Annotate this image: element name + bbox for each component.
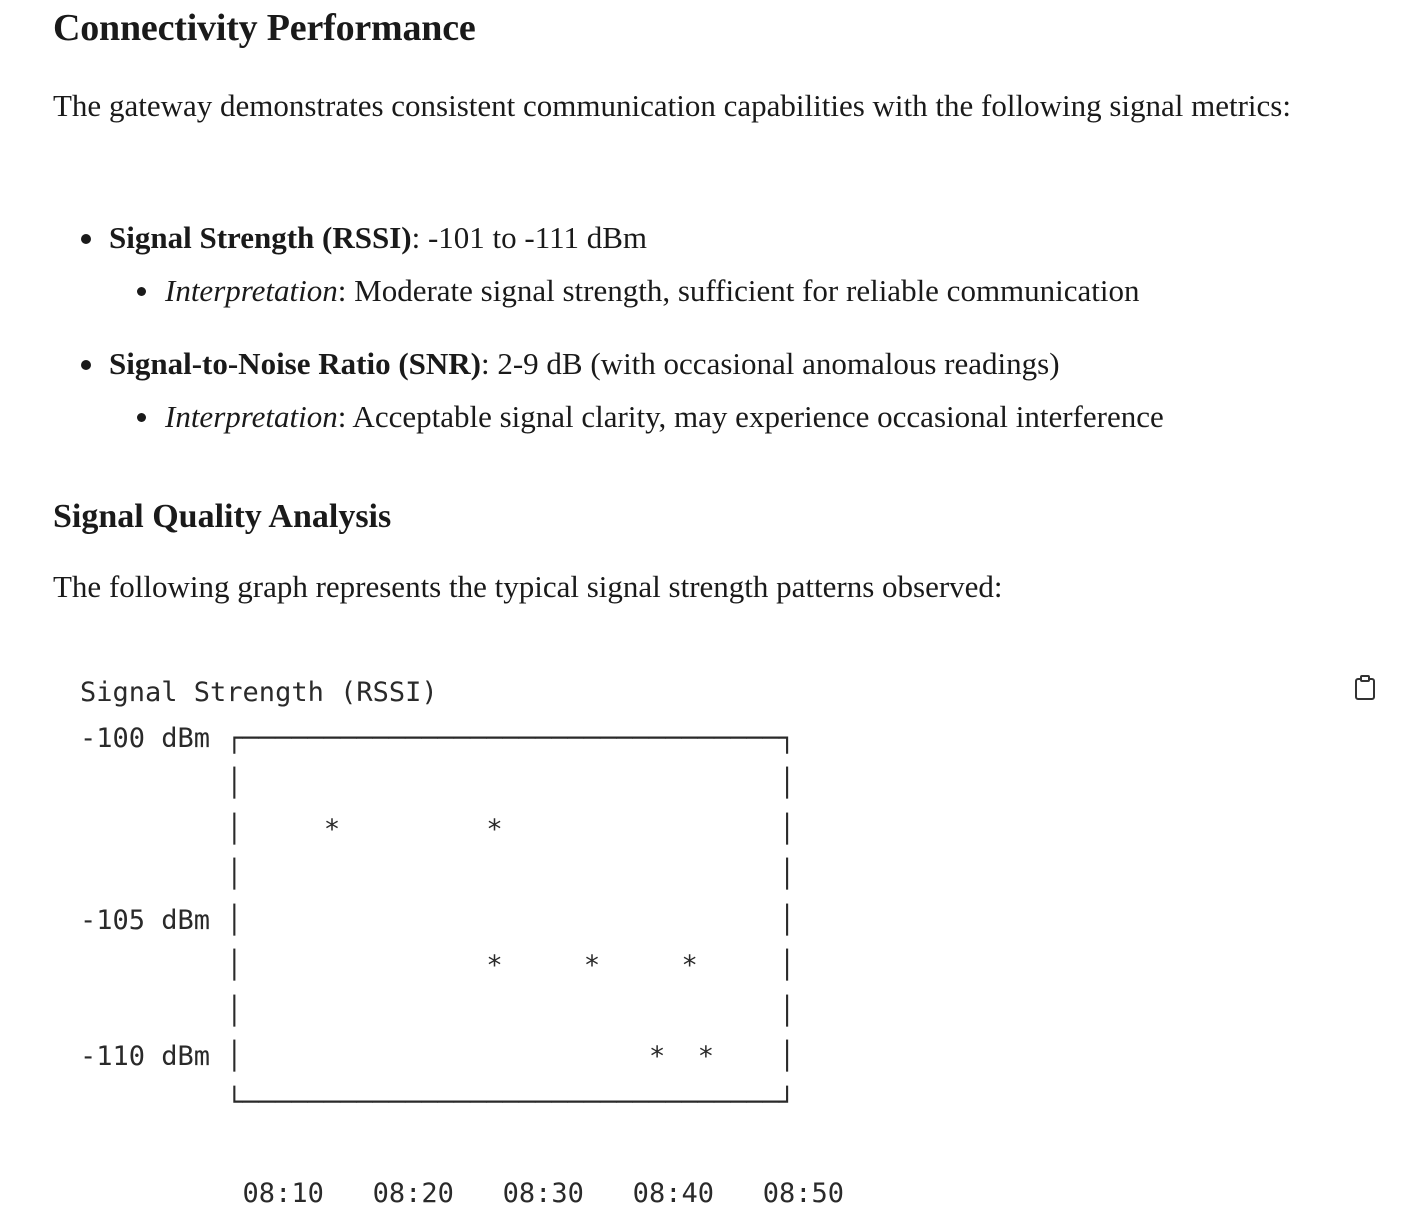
analysis-title: Signal Quality Analysis (53, 498, 392, 535)
metric-label: Signal Strength (RSSI) (109, 220, 412, 255)
interpretation-text: : Moderate signal strength, sufficient for reliable communication (337, 273, 1140, 308)
list-item-interpretation (109, 264, 1164, 317)
interpretation-label: Interpretation (165, 273, 338, 308)
section-intro: The gateway demonstrates consistent communication capabilities with the following signal metrics: (53, 88, 1291, 123)
analysis-intro: The following graph represents the typical signal strength patterns observed: (53, 569, 1003, 604)
list-item-rssi (53, 211, 1164, 317)
section-title: Connectivity Performance (53, 7, 476, 49)
sub-list (109, 264, 1164, 317)
list-item-snr (53, 337, 1164, 443)
ascii-chart-code-block: Signal Strength (RSSI) -100 dBm ┌─────────────────────────────────┐ │ │ │ * * │ │ │ -105 dBm │ │ │ * * * │ │ │ -110 dBm │ * * │ └─────────────────────────────────┘ 08:10 08:20 08:30 08:40 08:50 (80, 677, 845, 1209)
list-item-interpretation (109, 390, 1164, 443)
metric-label: Signal-to-Noise Ratio (SNR) (109, 346, 481, 381)
copy-button[interactable] (1352, 674, 1378, 702)
sub-list (109, 390, 1164, 443)
metric-value: : -101 to -111 dBm (411, 220, 647, 255)
clipboard-icon (1352, 674, 1378, 702)
metrics-list (53, 211, 1164, 463)
metric-value: : 2-9 dB (with occasional anomalous readings) (481, 346, 1060, 381)
interpretation-text: : Acceptable signal clarity, may experience occasional interference (337, 399, 1164, 434)
interpretation-label: Interpretation (165, 399, 338, 434)
